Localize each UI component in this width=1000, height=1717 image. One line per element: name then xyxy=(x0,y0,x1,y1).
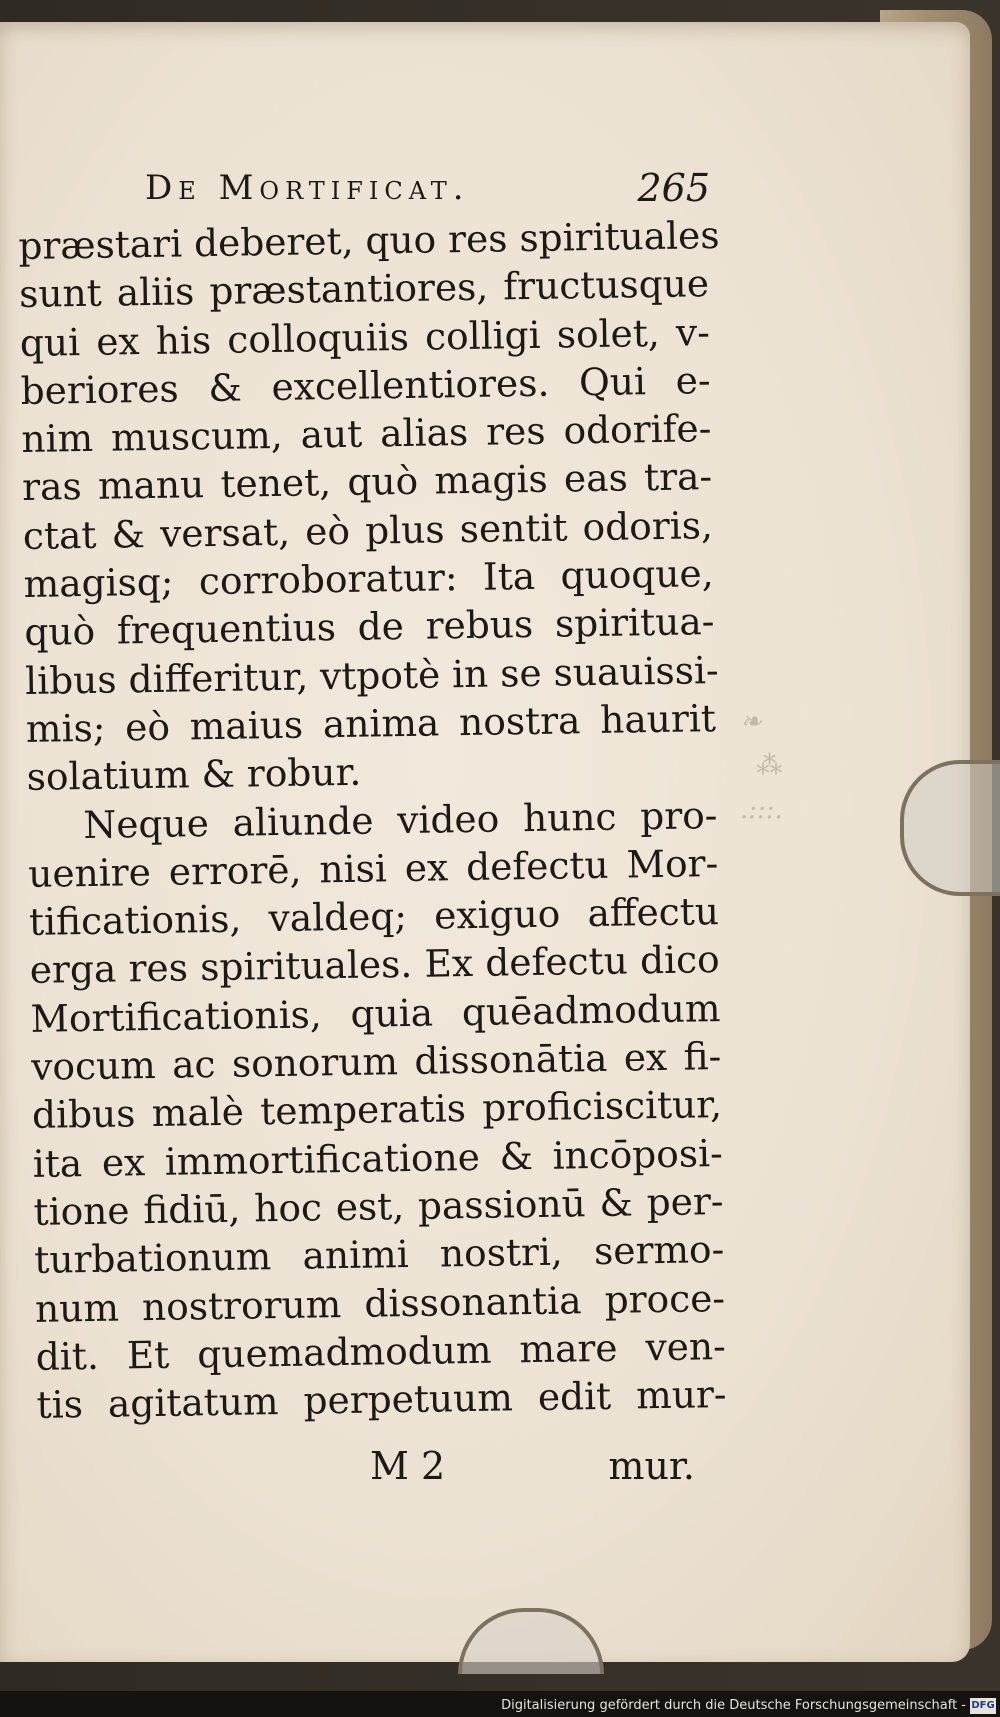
text-line: ita ex immortificatione & incōposi- xyxy=(32,1130,724,1186)
dfg-logo-icon: DFG xyxy=(970,1698,996,1714)
funding-credit: Digitalisierung gefördert durch die Deutsche Forschungsgemeinschaft - xyxy=(501,1698,966,1713)
text-line: erga res spirituales. Ex defectu dico xyxy=(29,937,721,993)
page-header xyxy=(145,168,710,218)
text-line: quò frequentius de rebus spiritua- xyxy=(24,599,715,655)
text-line: uenire errorē, nisi ex defectu Mor- xyxy=(27,840,719,896)
text-line: tificationis, valdeq; exiguo affectu xyxy=(28,889,720,945)
text-line: sunt aliis præstantiores, fructusque xyxy=(18,261,710,317)
text-line: tis agitatum perpetuum edit mur- xyxy=(36,1372,727,1427)
text-line: tione fidiū, hoc est, passionū & per- xyxy=(33,1178,724,1234)
credit-bar xyxy=(0,1691,1000,1717)
text-line: vocum ac sonorum dissonātia ex fi- xyxy=(30,1034,722,1089)
page-footer xyxy=(370,1444,695,1494)
text-line: ctat & versat, eò plus sentit odoris, xyxy=(22,502,714,558)
text-line: dit. Et quemadmodum mare ven- xyxy=(35,1323,727,1379)
text-line: Neque aliunde video hunc pro- xyxy=(83,792,718,847)
body-text xyxy=(18,211,727,1429)
text-line: præstari deberet, quo res spirituales xyxy=(18,212,720,268)
page-number: 265 xyxy=(637,166,710,210)
text-line: mis; eò maius anima nostra haurit xyxy=(25,696,717,751)
text-line: ras manu tenet, quò magis eas tra- xyxy=(21,454,713,510)
text-line: magisq; corroboratur: Ita quoque, xyxy=(23,551,714,607)
text-line: beriores & excellentiores. Qui e- xyxy=(20,358,711,413)
text-line: dibus malè temperatis proficiscitur, xyxy=(31,1082,723,1138)
text-line: turbationum animi nostri, sermo- xyxy=(33,1227,725,1283)
text-line: num nostrorum dissonantia proce- xyxy=(34,1275,726,1331)
text-line: solatium & robur. xyxy=(26,749,362,800)
catchword: mur. xyxy=(608,1444,695,1488)
text-line: libus differitur, vtpotè in se suauissi- xyxy=(24,647,719,703)
running-head: De Mortificat. xyxy=(145,168,470,208)
text-line: Mortificationis, quia quēadmodum xyxy=(30,985,721,1041)
text-line: nim muscum, aut alias res odorife- xyxy=(21,406,712,462)
signature-mark: M 2 xyxy=(370,1444,446,1488)
text-line: qui ex his colloquiis colligi solet, v- xyxy=(19,309,711,365)
page-clip-right xyxy=(900,760,1000,896)
show-through-text: ❧ ⁂ .:::. xyxy=(740,707,783,825)
